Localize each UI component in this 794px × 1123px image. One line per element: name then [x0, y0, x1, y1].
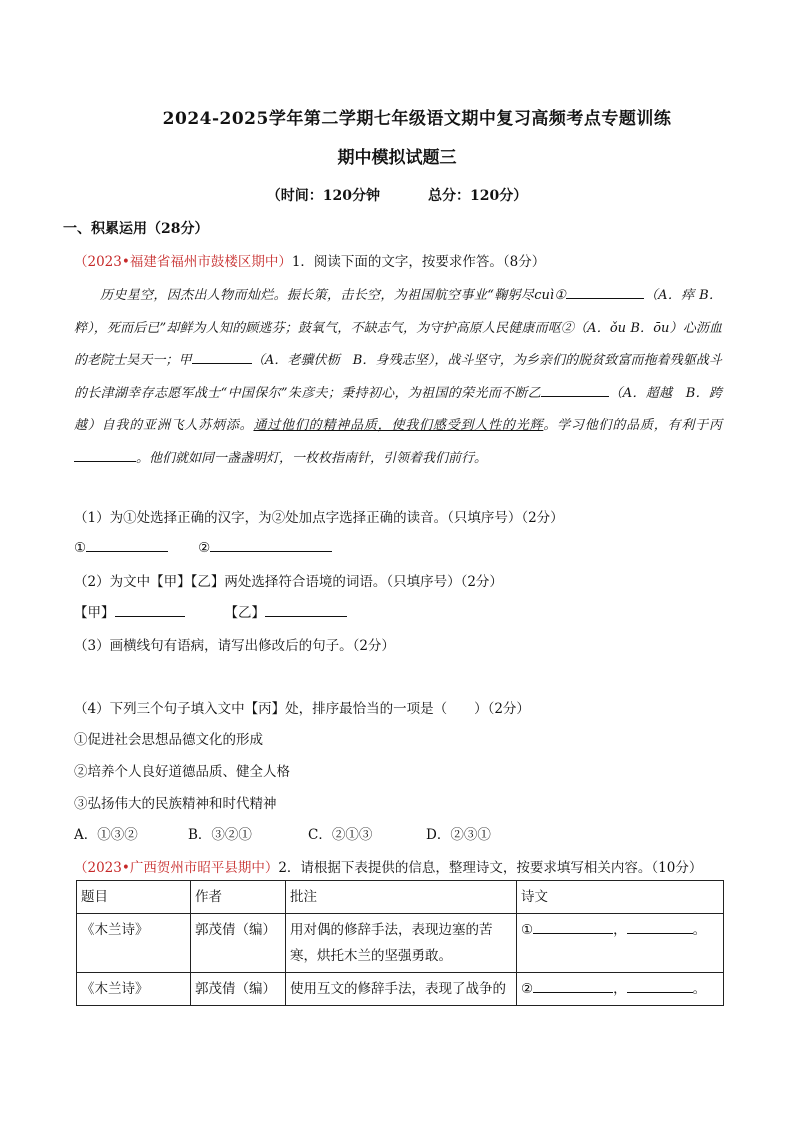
q1-choices — [74, 823, 491, 843]
q1-sub1: （1）为①处选择正确的汉字，为②处加点字选择正确的读音。（只填序号）（2分） — [74, 510, 564, 526]
q2-header — [74, 856, 702, 876]
q1-source: （2023•福建省福州市鼓楼区期中） — [74, 254, 292, 270]
table-row — [77, 914, 724, 973]
exam-score: 总分：120分） — [428, 188, 528, 204]
q2-prompt: 2．请根据下表提供的信息，整理诗文，按要求填写相关内容。（10分） — [278, 860, 703, 876]
exam-time-score — [0, 185, 794, 205]
table-header-row — [77, 881, 724, 914]
q1-option1: ①促进社会思想品德文化的形成 — [74, 732, 263, 748]
q1-sub4: （4）下列三个句子填入文中【丙】处，排序最恰当的一项是（ ）（2分） — [74, 701, 530, 717]
poem-blank[interactable] — [627, 919, 693, 934]
blank-jia[interactable] — [192, 349, 252, 364]
underlined-sentence: 通过他们的精神品质，使我们感受到人性的光辉 — [253, 418, 544, 433]
table-cell-answer: ① ， 。 — [517, 914, 724, 973]
q1-passage: 历史星空，因杰出人物而灿烂。振长策，击长空，为祖国航空事业“鞠躬尽cuì① （A．瘁 B．粹），死而后已”却鲜为人知的顾逃芬；鼓氧气，不缺志气，为守护高原人民健康而呕②（A．ǒu B．ōu）心沥血的老院士吴天一；甲 （A．老骥伏枥 B．身残志坚），战斗坚守，为乡亲们的脱贫致富而拖着残躯战斗的长津湖幸存志愿军战士“中国保尔”朱彦夫；秉持初心，为祖国的荣光而不断乙 （A．超越 B．跨越）自我的亚洲飞人苏炳添。通过他们的精神品质，使我们感受到人性的光辉。学习他们的品质，有利于丙。他们就如同一盏盏明灯，一枚枚指南针，引领着我们前行。 — [74, 280, 722, 475]
answer2-yi[interactable] — [265, 602, 347, 617]
choice-a[interactable]: A．①③② — [74, 827, 138, 843]
table-cell-answer: ② ， 。 — [517, 973, 724, 1006]
choice-b[interactable]: B．③②① — [188, 827, 252, 843]
poem-blank[interactable] — [533, 978, 613, 993]
answer1-b[interactable] — [210, 537, 332, 552]
table-cell-title: 《木兰诗》 — [77, 973, 191, 1006]
table-header: 诗文 — [517, 881, 724, 914]
blank-bing[interactable] — [74, 447, 136, 462]
exam-time: （时间：120分钟 — [266, 188, 380, 204]
answer2-jia[interactable] — [115, 602, 185, 617]
exam-subtitle: 期中模拟试题三 — [337, 148, 457, 168]
q1-header — [74, 250, 545, 270]
q1-answer2: 【甲】 【乙】 — [74, 601, 347, 621]
table-row — [77, 973, 724, 1006]
q1-answer1: ① ② — [74, 537, 332, 556]
section-heading: 一、积累运用（28分） — [63, 221, 209, 237]
table-cell-author: 郭茂倩（编） — [191, 914, 286, 973]
answer1-a[interactable] — [86, 537, 168, 552]
q1-sub2: （2）为文中【甲】【乙】两处选择符合语境的词语。（只填序号）（2分） — [74, 574, 503, 590]
choice-c[interactable]: C．②①③ — [308, 827, 373, 843]
table-header: 题目 — [77, 881, 191, 914]
table-cell-title: 《木兰诗》 — [77, 914, 191, 973]
table-header: 批注 — [286, 881, 517, 914]
table-cell-note: 使用互文的修辞手法，表现了战争的 — [286, 973, 517, 1006]
table-cell-author: 郭茂倩（编） — [191, 973, 286, 1006]
q1-prompt: 1．阅读下面的文字，按要求作答。（8分） — [291, 254, 546, 270]
poem-blank[interactable] — [533, 919, 613, 934]
table-header: 作者 — [191, 881, 286, 914]
choice-d[interactable]: D．②③① — [426, 827, 491, 843]
q2-source: （2023•广西贺州市昭平县期中） — [74, 860, 279, 876]
poem-table — [76, 880, 724, 1006]
q1-option3: ③弘扬伟大的民族精神和时代精神 — [74, 796, 277, 812]
blank-1[interactable] — [566, 284, 644, 299]
blank-yi[interactable] — [541, 382, 609, 397]
poem-blank[interactable] — [627, 978, 693, 993]
q1-option2: ②培养个人良好道德品质、健全人格 — [74, 764, 290, 780]
exam-title: 2024-2025学年第二学期七年级语文期中复习高频考点专题训练 — [162, 109, 672, 129]
table-cell-note: 用对偶的修辞手法，表现边塞的苦寒，烘托木兰的坚强勇敢。 — [286, 914, 517, 973]
q1-sub3: （3）画横线句有语病，请写出修改后的句子。（2分） — [74, 638, 395, 654]
